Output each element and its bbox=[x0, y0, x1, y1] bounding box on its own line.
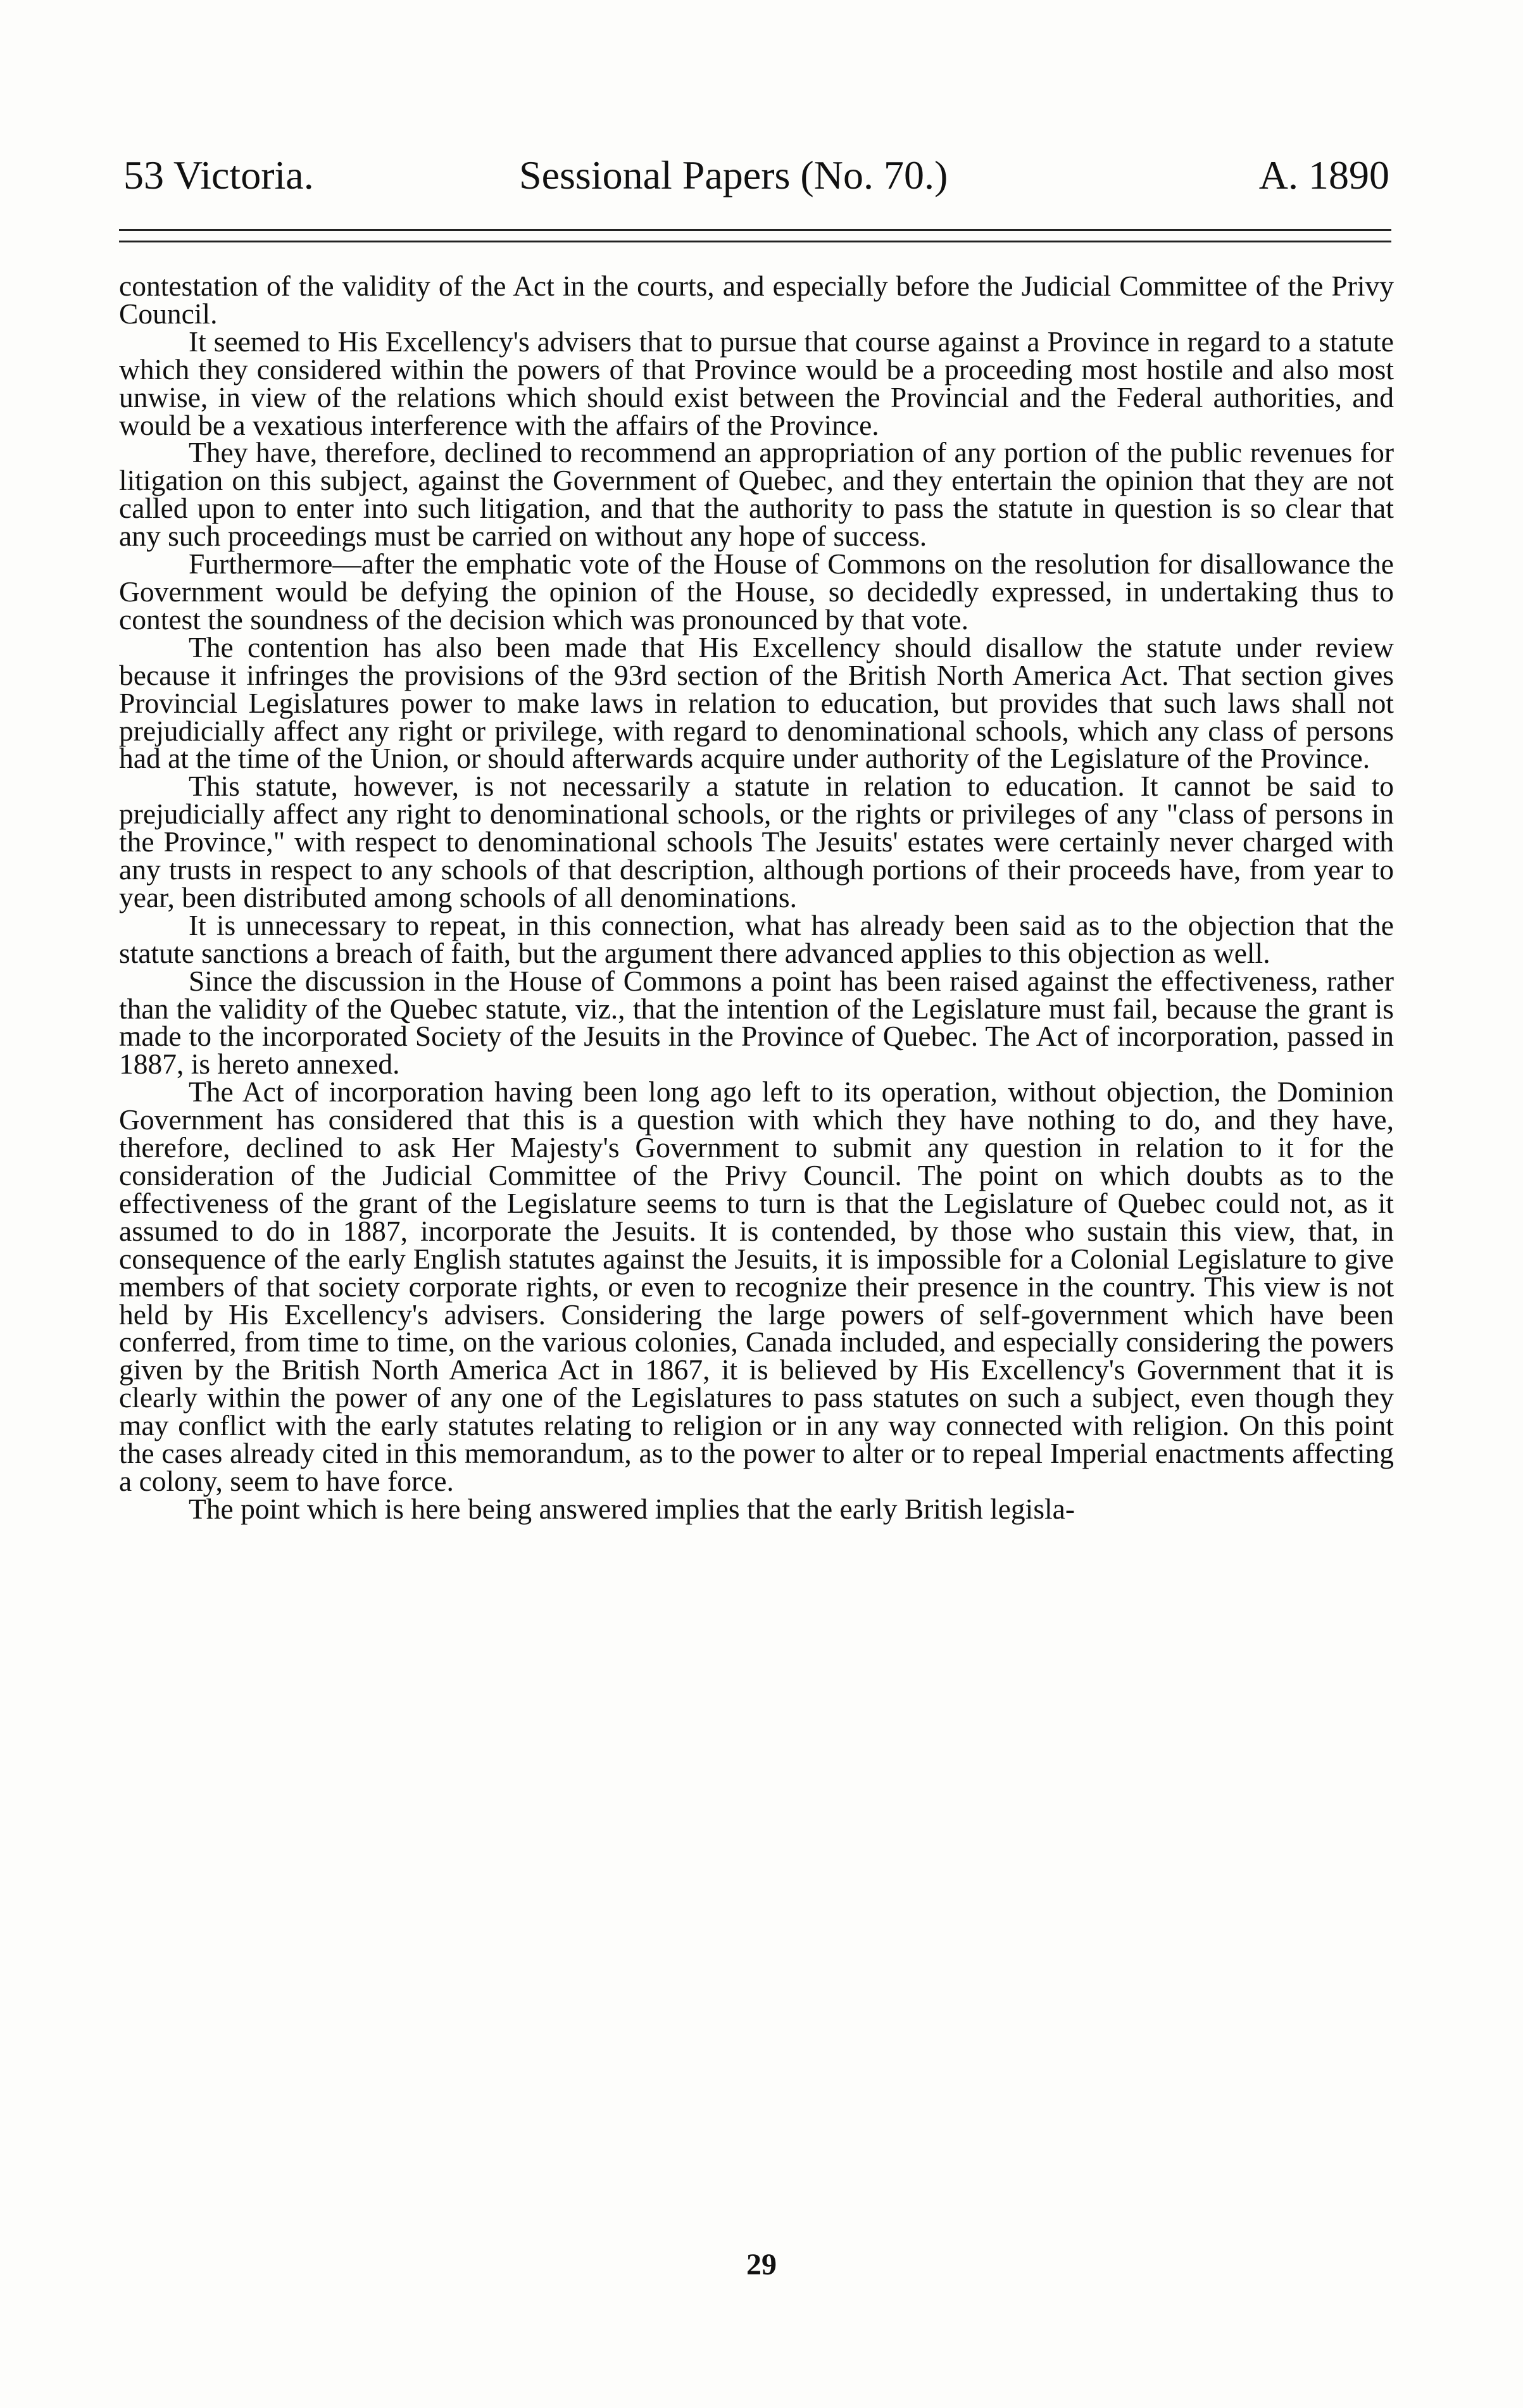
page-number: 29 bbox=[746, 2248, 777, 2281]
paragraph: It is unnecessary to repeat, in this connection, what has already been said as to the objection that the statute sanctions a breach of faith, but the argument there advanced applies to this objection as well. bbox=[119, 908, 1394, 969]
paragraph-last: The point which is here being answered implies that the early British legisla- bbox=[189, 1492, 1075, 1525]
header-rule-bottom bbox=[119, 241, 1391, 242]
paragraph: Furthermore—after the emphatic vote of the House of Commons on the resolution for disallowance the Government would be defying the opinion of the House, so decidedly expressed, in undertaking thus to contest the soundness of the decision which was pronounced by that vote. bbox=[119, 548, 1394, 636]
paragraph: The contention has also been made that His Excellency should disallow the statute under review because it infringes the provisions of the 93rd section of the British North America Act. That section gives Provincial Legislatures power to make laws in relation to education, but provides that such laws shall not prejudicially affect any right or privilege, with regard to denominational schools, which any class of persons had at the time of the Union, or should afterwards acquire under authority of the Legislature of the Province. bbox=[119, 630, 1394, 775]
header-sessional-papers: Sessional Papers (No. 70.) bbox=[519, 153, 948, 198]
paragraph: It seemed to His Excellency's advisers that to pursue that course against a Province in regard to a statute which they considered within the powers of that Province would be a proceeding most hostile and also most unwise, in view of the relations which should exist between the Provincial and the Federal authorities, and would be a vexatious interference with the affairs of the Province. bbox=[119, 325, 1394, 441]
body-text bbox=[119, 272, 1394, 1523]
paragraph-continued: contestation of the validity of the Act in the courts, and especially before the Judicial Committee of the Privy Council. bbox=[119, 270, 1394, 330]
paragraph: The Act of incorporation having been long ago left to its operation, without objection, the Dominion Government has considered that this is a question with which they have nothing to do, and they have, therefore, declined to ask Her Majesty's Government to submit any question in relation to it for the consideration of the Judicial Committee of the Privy Council. The point on which doubts as to the effectiveness of the grant of the Legislature seems to turn is that the Legislature of Quebec could not, as it assumed to do in 1887, incorporate the Jesuits. It is contended, by those who sustain this view, that, in consequence of the early English statutes against the Jesuits, it is impossible for a Colonial Legislature to give members of that society corporate rights, or even to recognize their presence in the country. This view is not held by His Excellency's advisers. Considering the large powers of self-government which have been conferred, from time to time, on the various colonies, Canada included, and especially considering the powers given by the British North America Act in 1867, it is believed by His Excellency's Government that it is clearly within the power of any one of the Legislatures to pass statutes on such a subject, even though they may conflict with the early statutes relating to religion or in any way connected with religion. On this point the cases already cited in this memorandum, as to the power to alter or to repeal Imperial enactments affecting a colony, seem to have force. bbox=[119, 1075, 1394, 1497]
running-header bbox=[123, 147, 1389, 204]
paragraph: This statute, however, is not necessarily a statute in relation to education. It cannot be said to prejudicially affect any right to denominational schools, or the rights or privileges of any "class of persons in the Province," with respect to denominational schools The Jesuits' estates were certainly never charged with any trusts in respect to any schools of that description, although portions of their proceeds have, from year to year, been distributed among schools of all denominations. bbox=[119, 770, 1394, 913]
header-rule-top bbox=[119, 229, 1391, 231]
paragraph: They have, therefore, declined to recommend an appropriation of any portion of the public revenues for litigation on this subject, against the Government of Quebec, and they entertain the opinion that they are not called upon to enter into such litigation, and that the authority to pass the statute in question is so clear that any such proceedings must be carried on without any hope of success. bbox=[119, 436, 1394, 553]
paragraph: Since the discussion in the House of Commons a point has been raised against the effectiveness, rather than the validity of the Quebec statute, viz., that the intention of the Legislature must fail, because the grant is made to the incorporated Society of the Jesuits in the Province of Quebec. The Act of incorporation, passed in 1887, is hereto annexed. bbox=[119, 964, 1394, 1081]
header-regnal-year: 53 Victoria. bbox=[123, 153, 314, 198]
header-year: A. 1890 bbox=[1258, 153, 1389, 198]
